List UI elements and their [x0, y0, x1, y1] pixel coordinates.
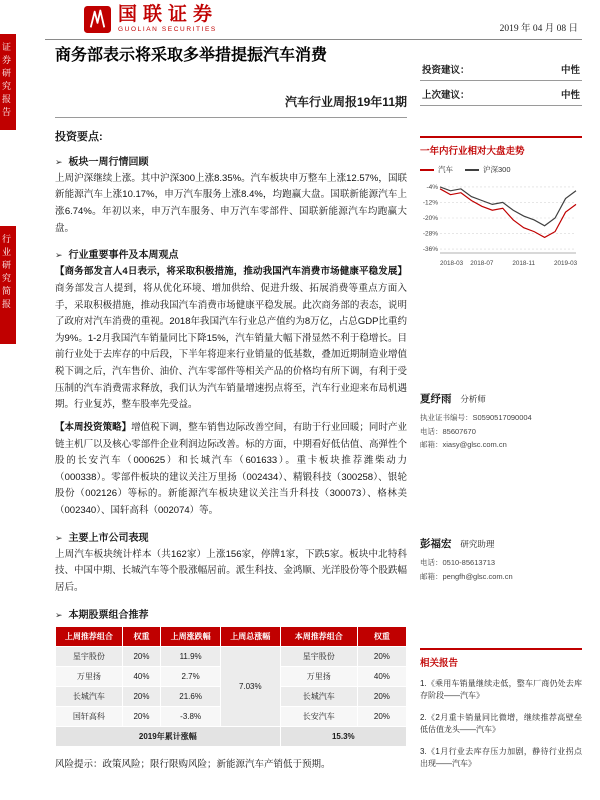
- analyst-contact-line: 邮箱：xiasy@glsc.com.cn: [420, 440, 507, 449]
- stock-change: -3.8%: [161, 706, 221, 726]
- brand-subtitle: GUOLIAN SECURITIES: [118, 25, 217, 33]
- stock-name: 星宇股份: [280, 646, 357, 666]
- analyst-block: [420, 391, 582, 452]
- legend-swatch-icon: [465, 169, 479, 171]
- section-heading-industry-events: [55, 246, 407, 261]
- stock-weight: 20%: [122, 686, 161, 706]
- stock-name: 长城汽车: [280, 686, 357, 706]
- related-report-item: 2.《2月重卡销量同比微增，继续推荐高壁垒低估值龙头——汽车》: [420, 712, 582, 735]
- section-heading-label: 板块一周行情回顾: [68, 156, 149, 168]
- related-reports-title: 相关报告: [420, 648, 582, 669]
- analyst-contact-line: 执业证书编号：S0590517090004: [420, 413, 532, 422]
- key-points-label: 投资要点:: [55, 130, 103, 143]
- stock-change: 21.6%: [161, 686, 221, 706]
- col-header: 上周推荐组合: [56, 626, 123, 646]
- brand-logo-icon: [84, 6, 111, 33]
- legend-swatch-icon: [420, 169, 434, 171]
- section-heading-listed-companies: [55, 529, 407, 544]
- stock-weight: 20%: [357, 686, 406, 706]
- strategy-lead: 【本周投资策略】: [55, 421, 132, 433]
- analyst-name: 夏纾雨: [420, 393, 452, 405]
- stock-weight: 20%: [122, 646, 161, 666]
- arrow-bullet-icon: ➢: [55, 532, 63, 543]
- analyst-contact-line: 电话：85607670: [420, 426, 476, 436]
- rating-box: [420, 56, 582, 106]
- legend-label: 沪深300: [483, 165, 511, 174]
- stock-name: 国轩高科: [56, 706, 123, 726]
- related-report-item: 1.《乘用车销量继续走低，整车厂商仍处去库存阶段——汽车》: [420, 679, 582, 701]
- col-header: 权重: [357, 626, 406, 646]
- section-heading-label: 行业重要事件及本周观点: [68, 250, 179, 262]
- table-row: [56, 646, 407, 666]
- analyst-contact-line: 电话：0510-85613713: [420, 558, 496, 567]
- ytd-value: 15.3%: [280, 726, 406, 746]
- right-column: [420, 56, 582, 800]
- ytd-label: 2019年累计涨幅: [56, 726, 281, 746]
- ytd-row: [56, 726, 407, 746]
- page-title: 商务部表示将采取多举措提振汽车消费: [55, 47, 328, 64]
- svg-text:-4%: -4%: [426, 183, 438, 191]
- svg-text:2018-03: 2018-03: [440, 260, 464, 267]
- svg-text:-12%: -12%: [422, 199, 438, 207]
- arrow-bullet-icon: ➢: [55, 609, 63, 620]
- portfolio-table: [55, 626, 407, 747]
- stock-name: 万里扬: [56, 666, 123, 686]
- stock-weight: 40%: [122, 666, 161, 686]
- rating-row-previous: [420, 81, 582, 106]
- report-date: 2019 年 04 月 08 日: [499, 24, 578, 34]
- legend-item-auto: [420, 164, 453, 175]
- svg-text:2019-03: 2019-03: [553, 260, 578, 267]
- analyst-name-row: [420, 391, 582, 406]
- industry-events-paragraph: [55, 264, 407, 414]
- rating-value: 中性: [560, 65, 580, 76]
- related-report-item: 3.《1月行业去库存压力加剧，静待行业拐点出现——汽车》: [420, 746, 582, 768]
- main-column: [55, 46, 407, 779]
- arrow-bullet-icon: ➢: [55, 250, 63, 261]
- week-total-cell: 7.03%: [220, 646, 280, 726]
- stock-change: 11.9%: [161, 646, 221, 666]
- legend-item-csi300: [465, 164, 511, 175]
- stock-name: 长安汽车: [280, 706, 357, 726]
- col-header: 上周总涨幅: [220, 626, 280, 646]
- rating-label: 投资建议：: [422, 65, 470, 76]
- table-header-row: [56, 626, 407, 646]
- section-heading-portfolio: [55, 606, 407, 621]
- analyst-contact-line: 邮箱：pengfh@glsc.com.cn: [420, 571, 513, 581]
- header-divider: [45, 39, 582, 40]
- strategy-body: 增值税下调，整车销售边际改善空间，有助于行业回暖；同时产业链主机厂以及核心零部件企业利润边际改善。标的方面，中期看好低估值、高弹性个股的长安汽车（000625）和长城汽车（601633）。重卡板块推荐潍柴动力（000338）。零部件板块的建议关注万里扬（002434）、精锻科技（300258）、银轮股份（002126）等标的。新能源汽车板块建议关注当升科技（300073）、格林美（002340）、国轩高科（002074）等。: [55, 421, 407, 517]
- strategy-paragraph: [55, 420, 407, 520]
- report-subtitle: 汽车行业周报19年11期: [55, 93, 407, 118]
- svg-text:2018-11: 2018-11: [512, 260, 536, 267]
- stock-name: 星宇股份: [56, 646, 123, 666]
- analyst-block: [420, 536, 582, 583]
- col-header: 权重: [122, 626, 161, 646]
- stock-weight: 40%: [357, 666, 406, 686]
- stock-name: 万里扬: [280, 666, 357, 686]
- section-heading-label: 主要上市公司表现: [68, 532, 149, 544]
- stock-change: 2.7%: [161, 666, 221, 686]
- related-reports-section: [420, 648, 582, 770]
- col-header: 上周涨跌幅: [161, 626, 221, 646]
- performance-section: [420, 136, 582, 274]
- week-review-paragraph: 上周沪深继续上涨。其中沪深300上涨8.35%。汽车板块申万整车上涨12.57%，国联新能源汽车上涨10.17%，申万汽车服务上涨8.4%，均跑赢大盘。国联新能源汽车上涨6.74%。年初以来，申万汽车服务、申万汽车零部件、国联新能源汽车均跑赢大盘。: [55, 172, 407, 234]
- brand-name: 国联证券: [118, 4, 219, 25]
- listed-companies-paragraph: 上周汽车板块统计样本（共162家）上涨156家，停牌1家，下跌5家。板块中北特科技、中国中期、长城汽车等个股涨幅居前。派生科技、金鸿顺、光洋股份等个股跌幅居后。: [55, 548, 407, 593]
- stock-weight: 20%: [122, 706, 161, 726]
- col-header: 本周推荐组合: [280, 626, 357, 646]
- svg-text:-36%: -36%: [422, 246, 438, 254]
- side-tab-industry-research: 行业研究简报: [0, 226, 16, 344]
- chart-legend: [420, 164, 582, 175]
- risk-note: 风险提示：政策风险；限行限购风险；新能源汽车产销低于预期。: [55, 758, 331, 770]
- rating-value: 中性: [560, 90, 580, 101]
- stock-name: 长城汽车: [56, 686, 123, 706]
- analyst-name-row: [420, 536, 582, 551]
- rating-row-current: [420, 56, 582, 81]
- svg-text:-28%: -28%: [422, 230, 438, 238]
- analyst-role: 研究助理: [460, 539, 495, 549]
- events-lead: 【商务部发言人4日表示，将采取积极措施，推动我国汽车消费市场健康平稳发展】: [55, 266, 407, 278]
- performance-title: 一年内行业相对大盘走势: [420, 136, 582, 157]
- section-heading-label: 本期股票组合推荐: [68, 609, 149, 621]
- stock-weight: 20%: [357, 706, 406, 726]
- analyst-role: 分析师: [460, 394, 486, 404]
- arrow-bullet-icon: ➢: [55, 156, 63, 167]
- legend-label: 汽车: [438, 165, 453, 174]
- side-tab-securities-research: 证券研究报告: [0, 34, 16, 130]
- brand: [84, 5, 218, 33]
- events-body: 商务部发言人提到，将从优化环境、增加供给、促进升级、拓展消费等重点方面入手，采取积极措施，推动我国汽车消费市场健康平稳发展。此次商务部的表态，说明了政府对汽车消费的重视。2018年我国汽车行业总产值约为8万亿，占总GDP比重约为9%。1-2月我国汽车销量同比下降15%，汽车销量大幅下滑显然不利于稳增长。目前行业处于去库存的中后段，下半年将迎来行业销量的低基数，叠加近期制造业增值税下调之后，汽车售价、油价、汽车零部件等相关产品的价格均有所下调，有利于受压制的汽车消费需求释放，我们认为汽车销量增速拐点将至，汽车行业迎来布局机遇期。行业复苏，整车股率先受益。: [55, 282, 407, 411]
- section-heading-week-review: [55, 153, 407, 168]
- svg-text:2018-07: 2018-07: [470, 260, 494, 267]
- rating-label: 上次建议：: [422, 90, 470, 101]
- stock-weight: 20%: [357, 646, 406, 666]
- analyst-name: 彭福宏: [420, 538, 452, 550]
- performance-chart: [420, 177, 582, 269]
- svg-text:-20%: -20%: [422, 215, 438, 222]
